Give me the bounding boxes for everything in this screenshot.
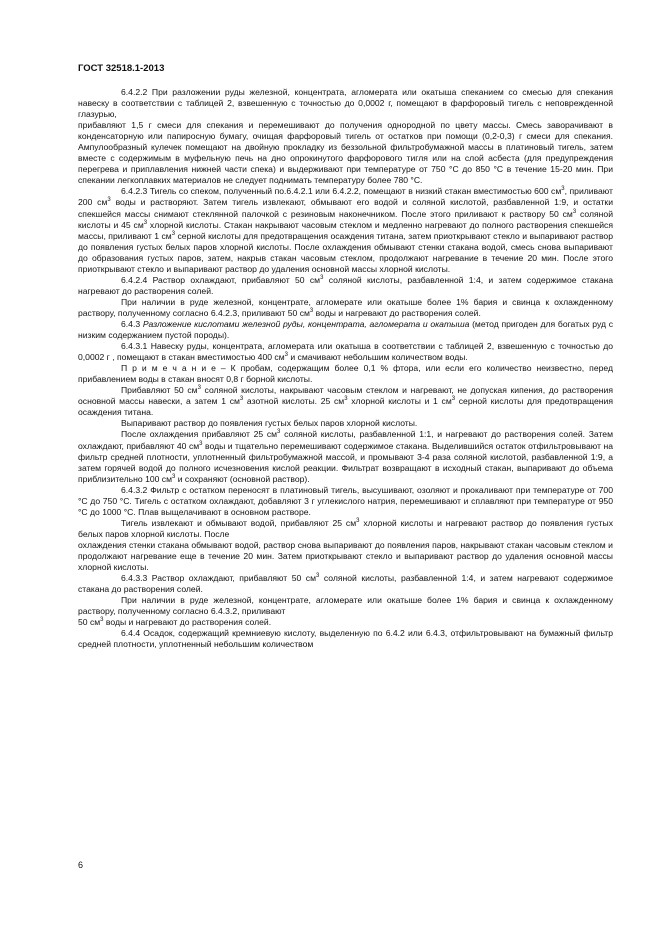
paragraph: При наличии в руде железной, концентрате, агломерате или окатыше более 1% бария и свинца к охлажденному раствору, полученному согласно 6.4.2.3, приливают 50 $см^3$ воды и нагревают до растворения солей. [78, 296, 613, 318]
paragraph: Тигель извлекают и обмывают водой, прибавляют 25 $см^3$ хлорной кислоты и нагревают раствор до появления густых белых паров хлорной кислоты. После [78, 517, 613, 539]
page-number: 6 [78, 860, 84, 870]
paragraph: 6.4.2.2 При разложении руды железной, концентрата, агломерата или окатыша спеканием со смесью для спекания навеску в соответствии с таблицей 2, взвешенную с точностью до 0,0002 г, помещают в фарфоровый тигель с неповрежденной глазурью, [78, 87, 613, 120]
paragraph: 6.4.3 Разложение кислотами железной руды, концентрата, агломерата и окатыша (метод пригоден для богатых руд с низким содержанием пустой породы). [78, 318, 613, 341]
paragraph: 6.4.3.1 Навеску руды, концентрата, агломерата или окатыша в соответствии с таблицей 2, взвешенную с точностью до 0,0002 г , помещают в стакан вместимостью 400 $см^3$ и смачивают небольшим количеством воды. [78, 341, 613, 363]
paragraph: 50 $см^3$ воды и нагревают до растворения солей. [78, 617, 272, 628]
standard-header: ГОСТ 32518.1-2013 [78, 63, 165, 74]
body-text [78, 87, 613, 650]
paragraph: После охлаждения прибавляют 25 $см^3$ соляной кислоты, разбавленной 1:1, и нагревают до растворения солей. Затем охлаждают, прибавляют 40 $см^3$ воды и тщательно перемешивают содержимое стакана. Выделившийся остаток отфильтровывают на фильтр средней плотности, уплотненный фильтробумажной массой, и промывают 3-4 раза соляной кислотой, разбавленной 1:9, а затем горячей водой до полного исчезновения кислой реакции. Фильтрат возвращают в исходный стакан, выпаривают до объема приблизительно 100 $см^3$ и сохраняют (основной раствор). [78, 429, 613, 484]
paragraph: охлаждения стенки стакана обмывают водой, раствор снова выпаривают до появления паров, накрывают стакан часовым стеклом и продолжают нагревание еще в течение 20 мин. Затем приоткрывают стекло и выпаривают раствор до удаления основной массы хлорной кислоты. [78, 539, 613, 573]
paragraph: Выпаривают раствор до появления густых белых паров хлорной кислоты. [121, 418, 418, 429]
paragraph: прибавляют 1,5 г смеси для спекания и перемешивают до получения однородной по цвету массы. Смесь заворачивают в конденсаторную или папиросную бумагу, очищая фарфоровый тигель от остатков при помощи (0,2-0,3) г смеси для спекания. Ампулообразный кулечек помещают на двойную прокладку из беззольной фильтробумажной массы в платиновый тигель, затем вместе с содержимым в муфельную печь на дно опрокинутого фарфорового тигля или на слой асбеста (для предупреждения перегрева и приплавления нижней части спека) и выдерживают при температуре от 750 °С до 850 °С в течение 15-20 мин. При спекании легкоплавких материалов не следует поднимать температуру более 780 °С. [78, 120, 613, 186]
paragraph: При наличии в руде железной, концентрате, агломерате или окатыше более 1% бария и свинца к охлажденному раствору, полученному согласно 6.4.3.2, приливают [78, 595, 613, 617]
paragraph: 6.4.3.2 Фильтр с остатком переносят в платиновый тигель, высушивают, озоляют и прокаливают при температуре от 700 °С до 750 °С. Тигель с остатком охлаждают, добавляют 3 г углекислого натрия, перемешивают и сплавляют при температуре от 950 °С до 1000 °С. Плав выщелачивают в основном растворе. [78, 484, 613, 517]
paragraph: 6.4.2.3 Тигель со спеком, полученный по.6.4.2.1 или 6.4.2.2, помещают в низкий стакан вместимостью 600 $см^3$, приливают 200 $см^3$ воды и растворяют. Затем тигель извлекают, обмывают его водой и соляной кислотой, разбавленной 1:9, и остатки спекшейся массы снимают стеклянной палочкой с резиновым наконечником. После этого приливают к раствору 50 $см^3$ соляной кислоты и 45 $см^3$ хлорной кислоты. Стакан накрывают часовым стеклом и медленно нагревают до полного растворения спекшейся массы, приливают 1 $см^3$ серной кислоты для предотвращения осаждения титана, затем приоткрывают стекло и выпаривают раствор до появления густых белых паров хлорной кислоты. После охлаждения обмывают стенки стакана водой, смесь снова выпаривают до образования густых паров, затем, накрыв стакан часовым стеклом, продолжают нагревание в течение 20 мин. После этого приоткрывают стекло и выпаривают раствор до удаления основной массы хлорной кислоты. [78, 186, 613, 274]
paragraph: Прибавляют 50 $см^3$ соляной кислоты, накрывают часовым стеклом и нагревают, не допуская кипения, до растворения основной массы навески, а затем 1 $см^3$ азотной кислоты. 25 $см^3$ хлорной кислоты и 1 $см^3$ серной кислоты для предотвращения осаждения титана. [78, 385, 613, 418]
paragraph: 6.4.2.4 Раствор охлаждают, прибавляют 50 $см^3$ соляной кислоты, разбавленной 1:4, и затем содержимое стакана нагревают до растворения солей. [78, 274, 613, 296]
paragraph: 6.4.4 Осадок, содержащий кремниевую кислоту, выделенную по 6.4.2 или 6.4.3, отфильтровывают на бумажный фильтр средней плотности, уплотненный небольшим количеством [78, 628, 613, 650]
paragraph: П р и м е ч а н и е – К пробам, содержащим более 0,1 % фтора, или если его количество неизвестно, перед прибавлением воды в стакан вносят 0,8 г борной кислоты. [78, 363, 613, 385]
paragraph: 6.4.3.3 Раствор охлаждают, прибавляют 50 $см^3$ соляной кислоты, разбавленной 1:4, и затем нагревают содержимое стакана до растворения солей. [78, 573, 613, 595]
